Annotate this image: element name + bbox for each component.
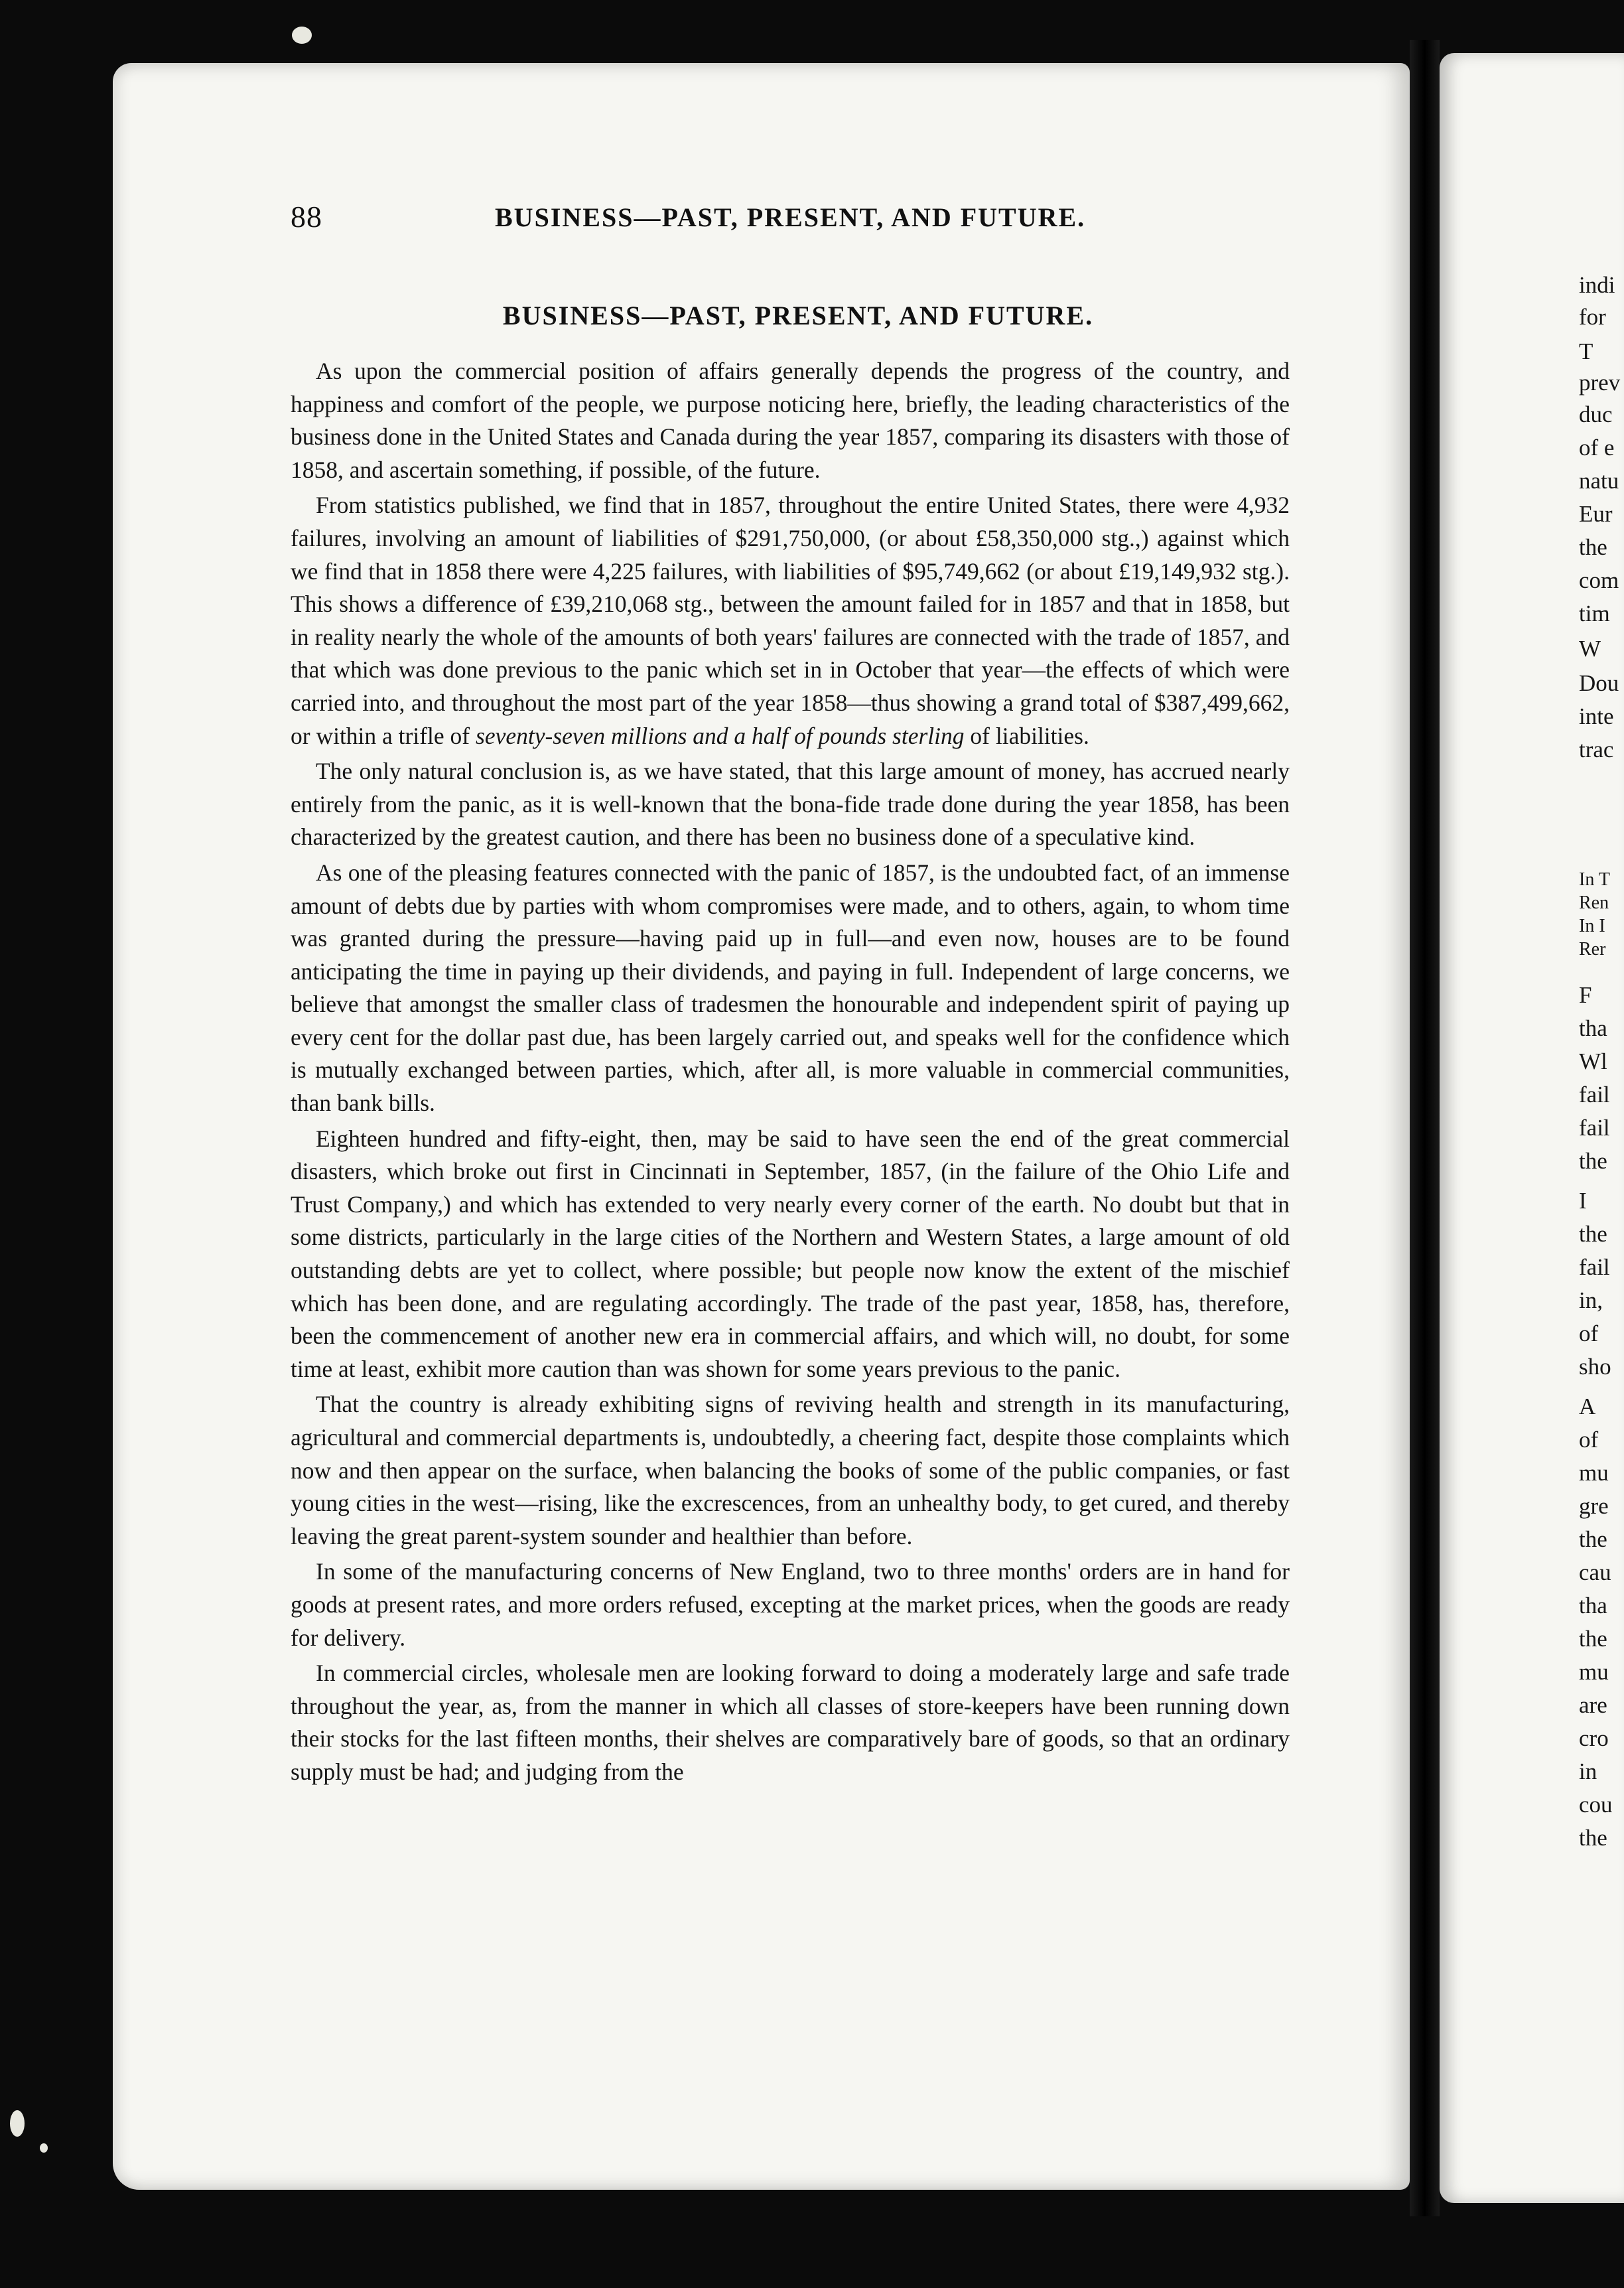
facing-page-line: Ren (1579, 893, 1609, 913)
scan-speck (10, 2110, 25, 2137)
facing-page-line: Eur (1579, 501, 1613, 527)
facing-page-line: In I (1579, 916, 1605, 936)
facing-page-line: prev (1579, 370, 1621, 395)
facing-page-line: in, (1579, 1287, 1603, 1313)
paragraph-3: The only natural conclusion is, as we have stated, that this large amount of money, has accrued nearly entirely from the panic, as it is well-known that the bona-fide trade done during the year 1858, has been characterized by the greatest caution, and there has been no business done of a speculative kind. (291, 758, 1290, 851)
facing-page-line: fail (1579, 1082, 1610, 1108)
facing-page-line: T (1579, 338, 1593, 364)
facing-page-line: F (1579, 982, 1592, 1008)
scan-speck (40, 2143, 48, 2153)
scan-speck (292, 27, 312, 44)
facing-page-line: mu (1579, 1659, 1609, 1685)
facing-page-line: natu (1579, 468, 1619, 494)
paragraph-8: In commercial circles, wholesale men are looking forward to doing a moderately large and safe trade throughout the year, as, from the manner in which all classes of store-keepers have been running down their stocks for the last fifteen months, their shelves are comparatively bare of goods, so that an ordinary supply must be had; and judging from the (291, 1660, 1290, 1785)
facing-page-line: sho (1579, 1354, 1611, 1380)
facing-page-line: Dou (1579, 670, 1619, 696)
facing-page-line: inte (1579, 703, 1614, 729)
facing-page-line: tha (1579, 1593, 1607, 1618)
facing-page-line: I (1579, 1188, 1587, 1214)
facing-page-line: the (1579, 1526, 1607, 1552)
facing-page-line: cau (1579, 1559, 1611, 1585)
facing-page-line: in (1579, 1758, 1597, 1784)
facing-page-line: the (1579, 1148, 1607, 1174)
article-title: BUSINESS—PAST, PRESENT, AND FUTURE. (502, 301, 1094, 330)
facing-page-line: gre (1579, 1493, 1609, 1519)
paragraph-5: Eighteen hundred and fifty-eight, then, may be said to have seen the end of the great commercial disasters, which broke out first in Cincinnati in September, 1857, (in the failure of the Ohio Life and Trust Company,) and which has extended to very nearly every corner of the earth. No doubt but that in some districts, particularly in the large cities of the Northern and Western States, a large amount of old outstanding debts are yet to collect, where possible; but people now know the extent of the mischief which has been done, and are regulating accordingly. The trade of the past year, 1858, has, therefore, been the commencement of another new era in commercial affairs, and which will, no doubt, for some time at least, exhibit more caution than was shown for some years previous to the panic. (291, 1125, 1290, 1382)
facing-page-line: the (1579, 1825, 1607, 1851)
book-gutter (1410, 40, 1440, 2216)
article-body (291, 355, 1290, 1792)
facing-page-line: for (1579, 304, 1606, 330)
facing-page-line: the (1579, 1626, 1607, 1652)
facing-page-line: cro (1579, 1725, 1609, 1751)
paragraph-7: In some of the manufacturing concerns of New England, two to three months' orders are in hand for goods at present rates, and more orders refused, excepting at the market prices, when the goods are ready for delivery. (291, 1558, 1290, 1651)
facing-page-line: of (1579, 1321, 1599, 1346)
paragraph-2-end: of liabilities. (964, 722, 1089, 749)
facing-page-line: are (1579, 1692, 1607, 1718)
facing-page-line: In T (1579, 869, 1610, 890)
paragraph-1: As upon the commercial position of affairs generally depends the progress of the country, and happiness and comfort of the people, we purpose noticing here, briefly, the leading characteristics of the business done in the United States and Canada during the year 1857, comparing its disasters with those of 1858, and ascertain something, if possible, of the future. (291, 358, 1290, 483)
facing-page-line: of (1579, 1427, 1599, 1453)
facing-page-line: A (1579, 1394, 1596, 1419)
facing-page-line: fail (1579, 1254, 1610, 1280)
facing-page-line: tim (1579, 601, 1610, 626)
facing-page-line: the (1579, 1221, 1607, 1247)
page-number: 88 (291, 200, 322, 234)
paragraph-4: As one of the pleasing features connected with the panic of 1857, is the undoubted fact, of an immense amount of debts due by parties with whom compromises were made, and to others, again, to whom time was granted during the pressure—having paid up in full—and even now, houses are to be found anticipating the time in paying up their dividends, and paying in full. Independent of large concerns, we believe that amongst the smaller class of tradesmen the honourable and independent spirit of paying up every cent for the dollar past due, has been largely carried out, and speaks well for the confidence which is mutually exchanged between parties, which, after all, is more valuable in commercial communities, than bank bills. (291, 859, 1290, 1117)
facing-page-line: tha (1579, 1015, 1607, 1041)
facing-page-line: fail (1579, 1115, 1610, 1141)
facing-page-line: cou (1579, 1792, 1613, 1818)
facing-page-line: the (1579, 534, 1607, 560)
paragraph-2 (291, 489, 1290, 752)
facing-page-line: of e (1579, 435, 1615, 461)
paragraph-2-text: From statistics published, we find that in 1857, throughout the entire United States, there were 4,932 failures, involving an amount of liabilities of $291,750,000, (or about £58,350,000 stg.,) against which we find that in 1858 there were 4,225 failures, with liabilities of $95,749,662 (or about £19,149,932 stg.). This shows a difference of £39,210,068 stg., between the amount failed for in 1857 and that in 1858, but in reality nearly the whole of the amounts of both years' failures are connected with the trade of 1857, and that which was done previous to the panic which set in in October that year—the effects of which were carried into, and throughout the most part of the year 1858—thus showing a grand total of $387,499,662, or within a trifle of (291, 492, 1290, 749)
facing-page-line: Wl (1579, 1048, 1607, 1074)
running-title: BUSINESS—PAST, PRESENT, AND FUTURE. (495, 202, 1086, 232)
facing-page-line: duc (1579, 401, 1613, 427)
facing-page-line: W (1579, 636, 1601, 662)
running-head (291, 199, 1306, 239)
paragraph-6: That the country is already exhibiting signs of reviving health and strength in its manufacturing, agricultural and commercial departments is, undoubtedly, a cheering fact, despite those complaints which now and then appear on the surface, when balancing the books of some of the public companies, or fast young cities in the west—rising, like the excrescences, from an unhealthy body, to get cured, and thereby leaving the great parent-system sounder and healthier than before. (291, 1391, 1290, 1549)
facing-page-line: Rer (1579, 939, 1606, 960)
right-facing-page (1440, 53, 1624, 2203)
facing-page-line: com (1579, 567, 1619, 593)
facing-page-line: trac (1579, 737, 1614, 762)
paragraph-2-emphasis: seventy-seven millions and a half of pounds sterling (476, 722, 965, 749)
facing-page-line: mu (1579, 1460, 1609, 1486)
facing-page-line: indi (1579, 272, 1615, 298)
